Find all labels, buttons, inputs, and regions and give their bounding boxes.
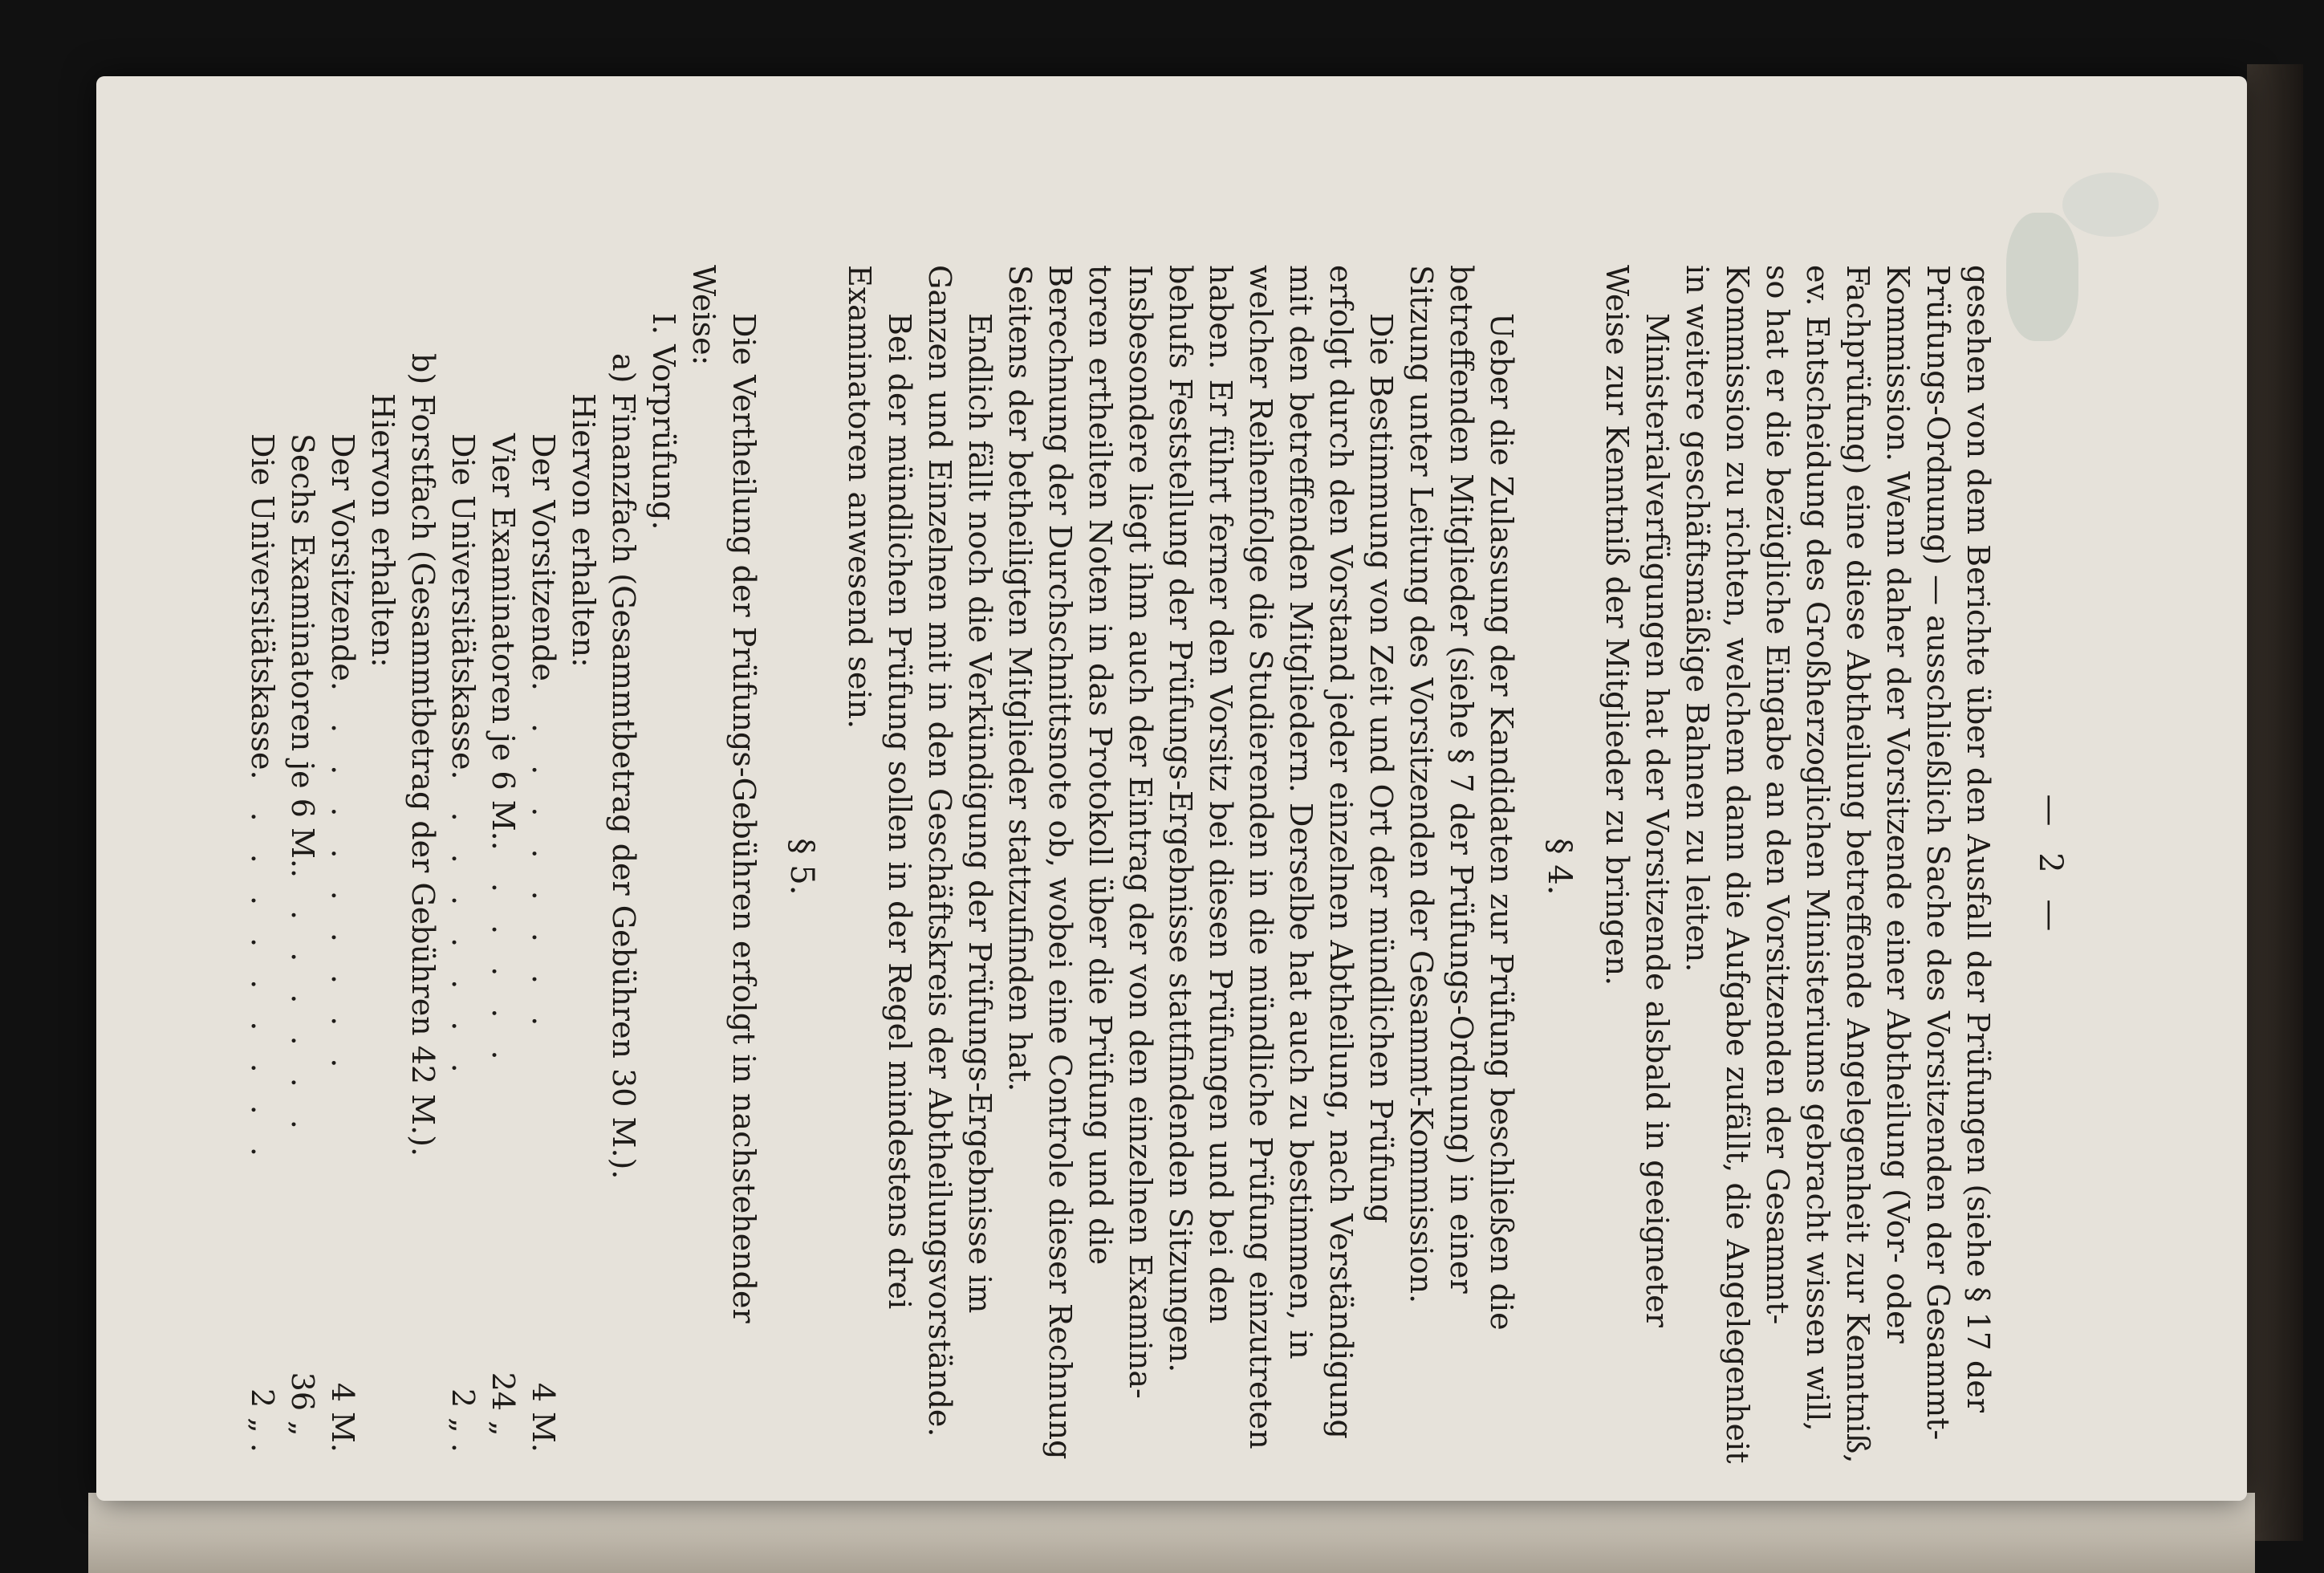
page-stack-edge — [88, 1493, 2255, 1573]
text-line: haben. Er führt ferner den Vorsitz bei diesen Prüfungen und bei den — [1203, 265, 1238, 1324]
text-line: Examinatoren anwesend sein. — [842, 265, 877, 730]
fee-row — [523, 265, 563, 1453]
intro-paragraph — [1677, 265, 1998, 1469]
text-line: Kommission zu richten, welchem dann die Aufgabe zufällt, die Angelegenheit — [1720, 265, 1755, 1464]
fee-row — [483, 265, 523, 1453]
section-4-heading: § 4. — [1541, 838, 1578, 896]
text-line: Prüfungs-Ordnung) — ausschließlich Sache des Vorsitzenden der Gesammt- — [1920, 265, 1956, 1441]
text-line: mit den betreffenden Mitgliedern. Derselbe hat auch zu bestimmen, in — [1283, 265, 1318, 1360]
text-line: ev. Entscheidung des Großherzoglichen Ministeriums gebracht wissen will, — [1800, 265, 1835, 1432]
section-4-paragraph-1 — [1401, 265, 1522, 1469]
text-line: Die Vertheilung der Prüfungs-Gebühren erfolgt in nachstehender — [726, 313, 762, 1323]
intro-paragraph-2 — [1597, 265, 1677, 1469]
text-line: Weise zur Kenntniß der Mitglieder zu bringen. — [1599, 265, 1635, 986]
text-line: Seitens der betheiligten Mitglieder stattzufinden hat. — [1002, 265, 1038, 1092]
text-line: Kommission. Wenn daher der Vorsitzende einer Abtheilung (Vor- oder — [1880, 265, 1916, 1343]
fee-label: Der Vorsitzende — [325, 433, 360, 681]
fee-table-a — [443, 265, 563, 1453]
fee-dots: . . . . . . . — [285, 868, 320, 1140]
text-line: Insbesondere liegt ihm auch der Eintrag der von den einzelnen Examina- — [1123, 265, 1158, 1399]
section-4-paragraph-2 — [1000, 265, 1401, 1469]
text-line: toren ertheilten Noten in das Protokoll über die Prüfung und die — [1083, 265, 1118, 1266]
fee-unit: „ . — [445, 1417, 481, 1453]
fee-unit: „ — [486, 1421, 521, 1437]
fee-amount: 4 — [325, 1382, 360, 1402]
page-text — [245, 265, 2070, 1469]
fee-row — [282, 265, 323, 1453]
fee-amount: 2 — [245, 1388, 280, 1408]
fee-dots: . . . . . . . . — [445, 770, 481, 1084]
text-line: Ueber die Zulassung der Kandidaten zur Prüfung beschließen die — [1484, 313, 1519, 1331]
fee-dots: . . . . . . . . . — [526, 681, 561, 1038]
section-4-paragraph-3 — [920, 265, 1000, 1469]
text-line: Fachprüfung) eine diese Abtheilung betreffende Angelegenheit zur Kenntniß, — [1840, 265, 1875, 1464]
section-4-paragraph-4 — [839, 265, 920, 1469]
fee-label: Der Vorsitzende — [526, 433, 561, 681]
part-a-subheading: Hiervon erhalten: — [566, 393, 601, 668]
part-b-heading: b) Forstfach (Gesammtbetrag der Gebühren 42 M.). — [405, 353, 441, 1157]
fee-row — [443, 265, 483, 1453]
part-I-heading: I. Vorprüfung. — [646, 313, 681, 530]
fee-table-b — [242, 265, 363, 1453]
text-line: Sitzung unter Leitung des Vorsitzenden der Gesammt-Kommission. — [1404, 265, 1439, 1304]
paper-stain — [2062, 173, 2159, 237]
text-line: gesehen von dem Berichte über den Ausfall der Prüfungen (siehe § 17 der — [1960, 265, 1996, 1413]
text-line: welcher Reihenfolge die Studierenden in die mündliche Prüfung einzutreten — [1243, 265, 1278, 1449]
fee-label: Die Universitätskasse — [245, 433, 280, 770]
text-line: Bei der mündlichen Prüfung sollen in der Regel mindestens drei — [882, 313, 917, 1310]
fee-unit: „ . — [245, 1417, 280, 1453]
fee-unit: M. — [526, 1412, 561, 1453]
fee-unit: M. — [325, 1412, 360, 1453]
fee-amount: 2 — [445, 1388, 481, 1408]
fee-dots: . . . . . . . . . . — [325, 681, 360, 1079]
fee-dots: . . . . . . . . . . — [245, 770, 280, 1168]
book-spine — [2247, 64, 2303, 1541]
fee-label: Vier Examinatoren je 6 M. — [486, 433, 521, 841]
text-line: Die Bestimmung von Zeit und Ort der mündlichen Prüfung — [1363, 313, 1399, 1224]
fee-amount: 36 — [285, 1372, 320, 1411]
text-line: Endlich fällt noch die Verkündigung der Prüfungs-Ergebnisse im — [962, 313, 997, 1314]
fee-label: Sechs Examinatoren je 6 M. — [285, 433, 320, 868]
text-line: so hat er die bezügliche Eingabe an den Vorsitzenden der Gesammt- — [1760, 265, 1795, 1325]
text-line: betreffenden Mitglieder (siehe § 7 der Prüfungs-Ordnung) in einer — [1444, 265, 1479, 1294]
text-line: behufs Feststellung der Prüfungs-Ergebnisse stattfindenden Sitzungen. — [1163, 265, 1198, 1373]
text-line: Ganzen und Einzelnen mit in den Geschäftskreis der Abtheilungsvorstände. — [922, 265, 957, 1437]
text-line: in weitere geschäftsmäßige Bahnen zu leiten. — [1680, 265, 1715, 973]
text-line: Berechnung der Durchschnittsnote ob, wobei eine Controle dieser Rechnung — [1042, 265, 1078, 1460]
part-b-subheading: Hiervon erhalten: — [365, 393, 400, 668]
text-line: Ministerialverfügungen hat der Vorsitzende alsbald in geeigneter — [1639, 313, 1675, 1327]
section-5-heading: § 5. — [783, 838, 820, 896]
section-5-intro — [684, 265, 764, 1469]
fee-amount: 4 — [526, 1382, 561, 1402]
fee-unit: „ — [285, 1421, 320, 1437]
fee-row — [323, 265, 363, 1453]
fee-row — [242, 265, 282, 1453]
fee-dots: . . . . . . — [486, 840, 521, 1071]
text-line: Weise: — [686, 265, 721, 366]
part-a-heading: a) Finanzfach (Gesammtbetrag der Gebühren 30 M.). — [606, 353, 641, 1180]
page-number: — 2 — — [2032, 794, 2069, 940]
text-line: erfolgt durch den Vorstand jeder einzelnen Abtheilung, nach Verständigung — [1323, 265, 1359, 1439]
fee-label: Die Universitätskasse — [445, 433, 481, 770]
fee-amount: 24 — [486, 1372, 521, 1411]
